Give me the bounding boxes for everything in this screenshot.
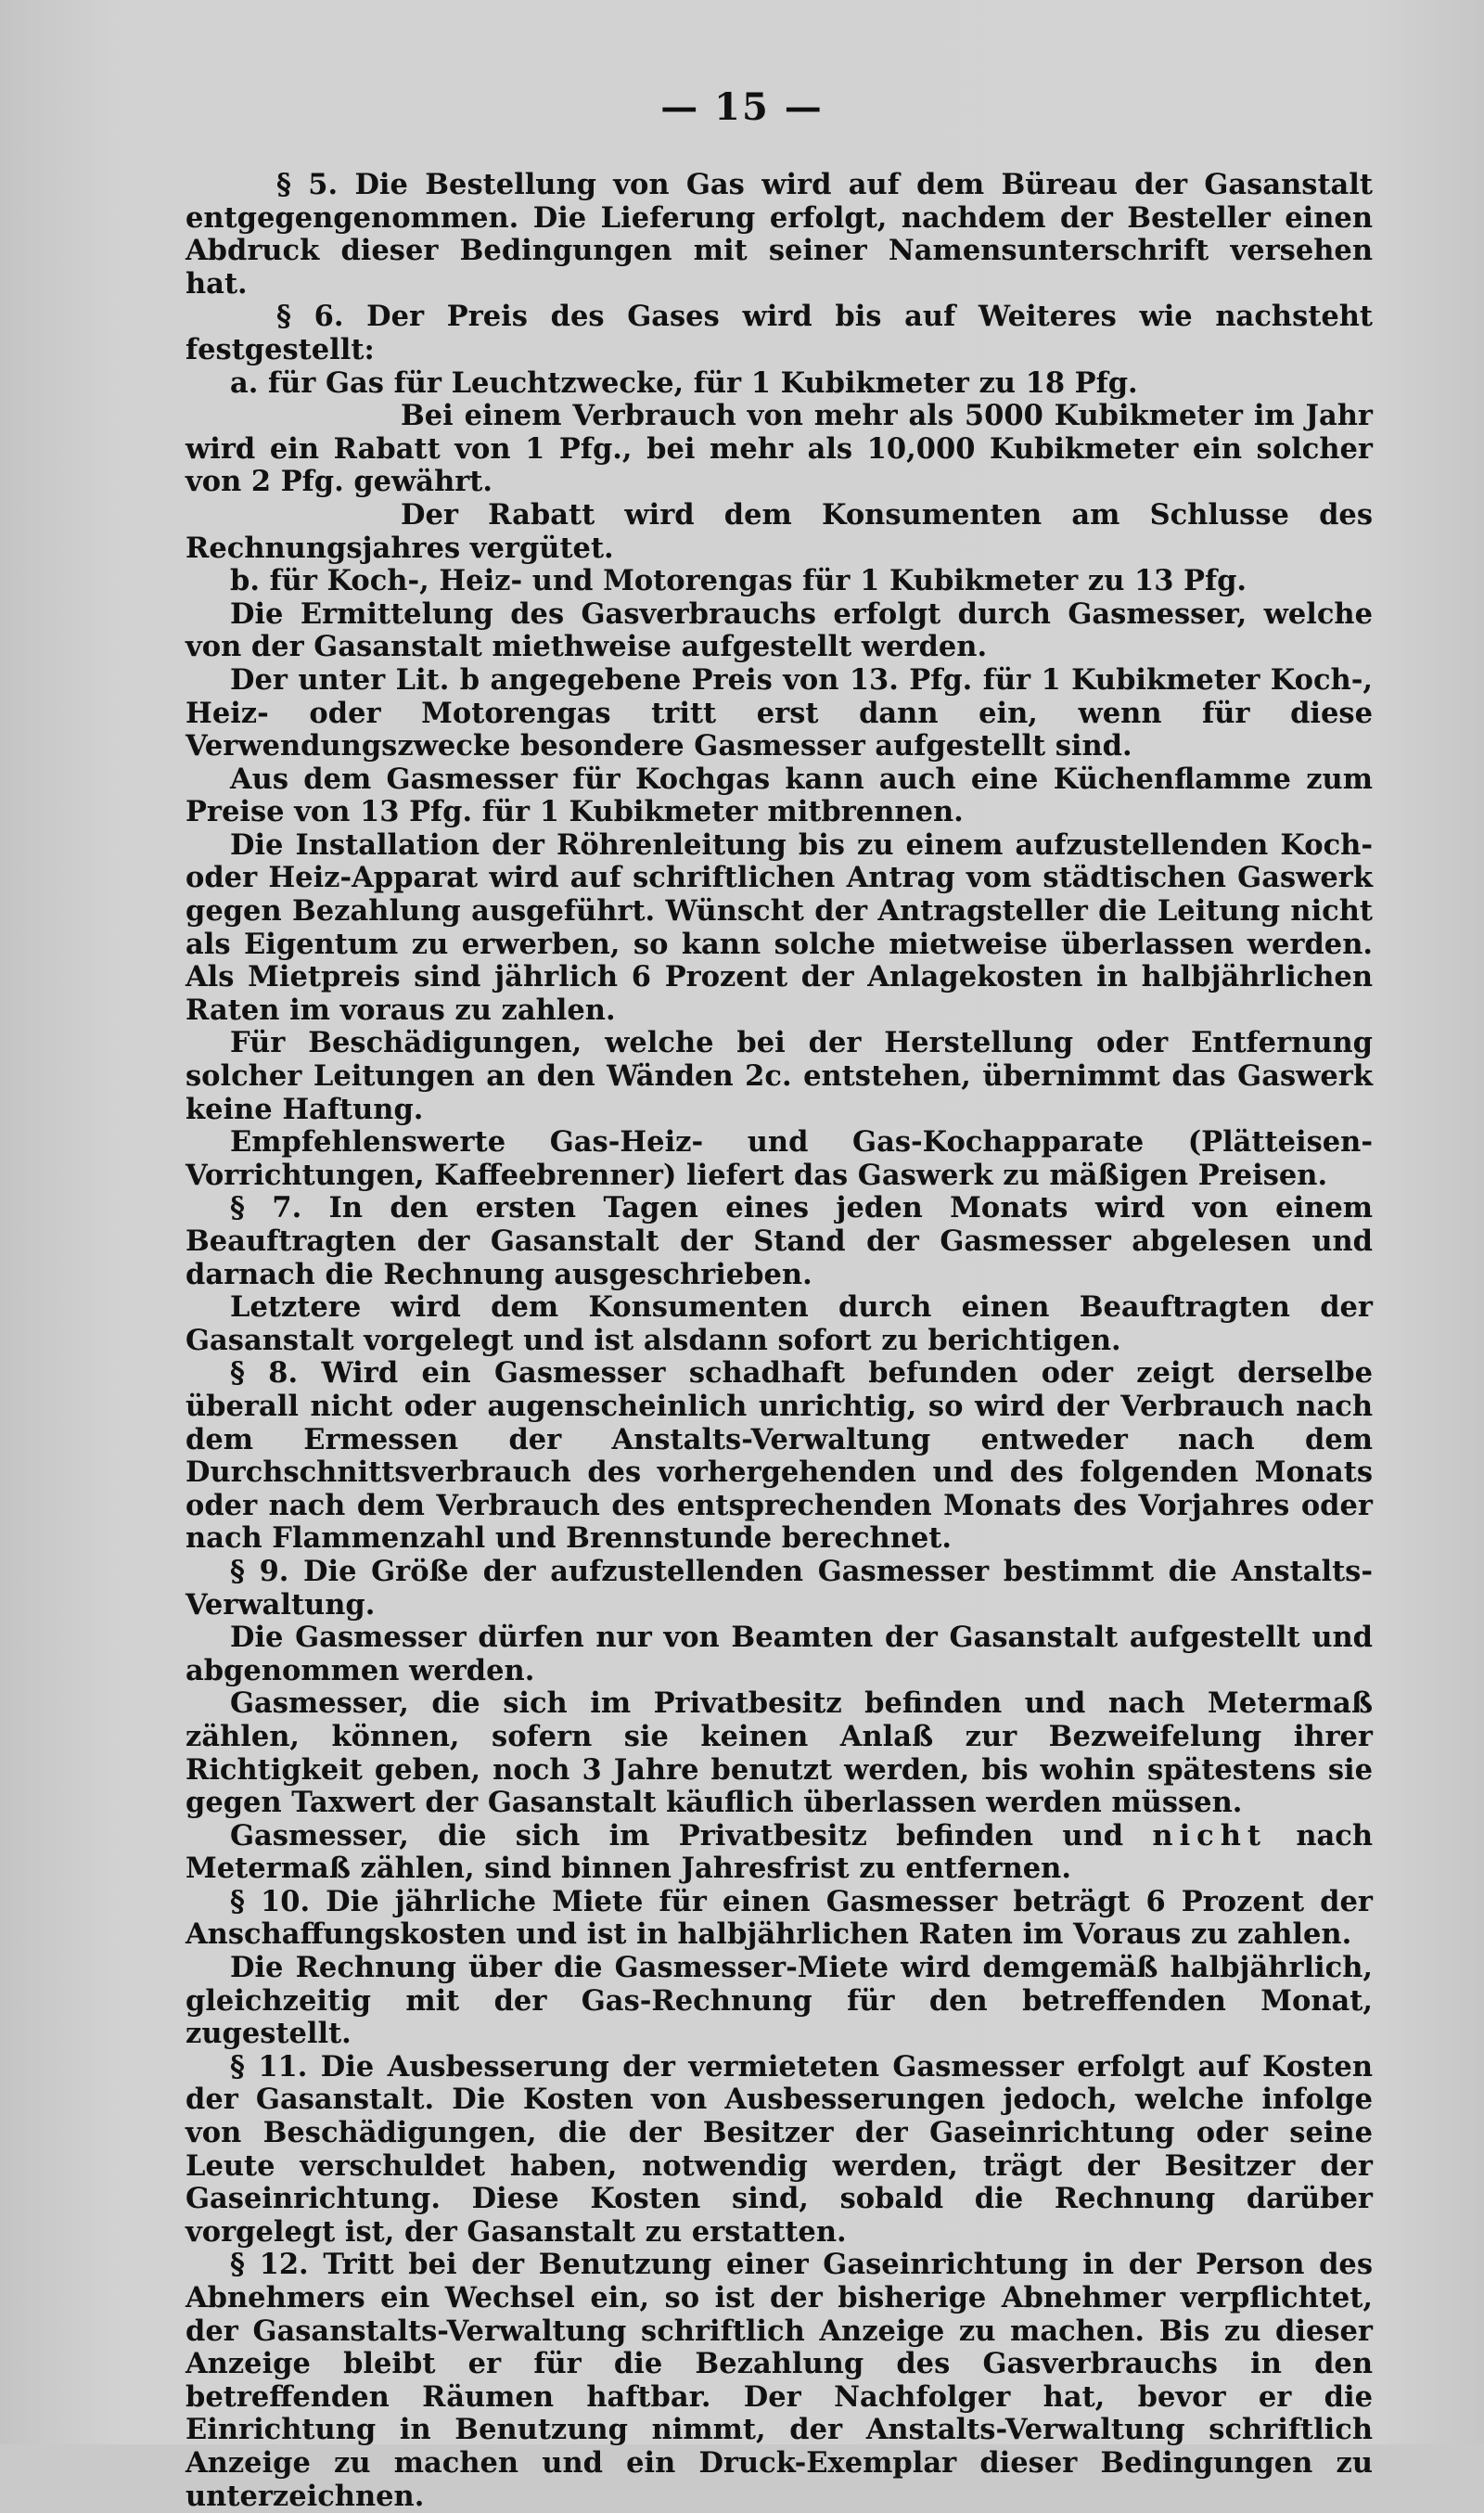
paragraph-section-10: § 10. Die jährliche Miete für einen Gasmesser beträgt 6 Prozent der Anschaffungskosten und ist in halbjährlichen Raten im Voraus zu zahlen. bbox=[186, 1884, 1373, 1952]
non-metric-text-end: nach Metermaß zählen, sind binnen Jahresfrist zu entfernen. bbox=[186, 1818, 1373, 1886]
paragraph-non-metric-meters bbox=[186, 1820, 1373, 1886]
paragraph-lit-b-price: Der unter Lit. b angegebene Preis von 13. Pfg. für 1 Kubikmeter Koch-, Heiz- oder Motorengas tritt erst dann ein, wenn für diese Verwendungszwecke besondere Gasmesser aufgestellt sind. bbox=[186, 662, 1373, 763]
paragraph-section-5: § 5. Die Bestellung von Gas wird auf dem Büreau der Gasanstalt entgegengenommen. Die Lieferung erfolgt, nachdem der Besteller einen Abdruck dieser Bedingungen mit seiner Namensunterschrift versehen hat. bbox=[186, 168, 1373, 301]
paragraph-section-7: § 7. In den ersten Tagen eines jeden Monats wird von einem Beauftragten der Gasanstalt der Stand der Gasmesser abgelesen und darnach die Rechnung ausgeschrieben. bbox=[186, 1191, 1373, 1291]
paragraph-section-11: § 11. Die Ausbesserung der vermieteten Gasmesser erfolgt auf Kosten der Gasanstalt. Die Kosten von Ausbesserungen jedoch, welche infolge von Beschädigungen, die der Besitzer der Gaseinrichtung oder seine Leute verschuldet haben, notwendig werden, trägt der Besitzer der Gaseinrichtung. Diese Kosten sind, sobald die Rechnung darüber vorgelegt ist, der Gasanstalt zu erstatten. bbox=[186, 2049, 1373, 2249]
page-number: — 15 — bbox=[660, 85, 824, 129]
body-text bbox=[186, 169, 1373, 2513]
paragraph-section-6: § 6. Der Preis des Gases wird bis auf Weiteres wie nachsteht festgestellt: bbox=[186, 300, 1373, 366]
paragraph-section-8: § 8. Wird ein Gasmesser schadhaft befunden oder zeigt derselbe überall nicht oder augenscheinlich unrichtig, so wird der Verbrauch nach dem Ermessen der Anstalts-Verwaltung entweder nach dem Durchschnittsverbrauch des vorhergehenden und des folgenden Monats oder nach dem Verbrauch des entsprechenden Monats des Vorjahres oder nach Flammenzahl und Brennstunde berechnet. bbox=[186, 1356, 1373, 1556]
paragraph-item-a: a. für Gas für Leuchtzwecke, für 1 Kubikmeter zu 18 Pfg. bbox=[230, 365, 1138, 400]
paragraph-kitchen-flame: Aus dem Gasmesser für Kochgas kann auch eine Küchenflamme zum Preise von 13 Pfg. für 1 Kubikmeter mitbrennen. bbox=[186, 762, 1373, 829]
emphasis-nicht: nicht bbox=[1152, 1818, 1267, 1853]
paragraph-rabatt-payment: Der Rabatt wird dem Konsumenten am Schlusse des Rechnungsjahres vergütet. bbox=[186, 497, 1373, 565]
paragraph-installation: Die Installation der Röhrenleitung bis zu einem aufzustellenden Koch- oder Heiz-Apparat wird auf schriftlichen Antrag vom städtischen Gaswerk gegen Bezahlung ausgeführt. Wünscht der Antragsteller die Leitung nicht als Eigentum zu erwerben, so kann solche mietweise überlassen werden. Als Mietpreis sind jährlich 6 Prozent der Anlagekosten in halbjährlichen Raten im voraus zu zahlen. bbox=[186, 827, 1373, 1027]
paragraph-private-meters: Gasmesser, die sich im Privatbesitz befinden und nach Metermaß zählen, können, sofern sie keinen Anlaß zur Bezweifelung ihrer Richtigkeit geben, noch 3 Jahre benutzt werden, bis wohin spätestens sie gegen Taxwert der Gasanstalt käuflich überlassen werden müssen. bbox=[186, 1686, 1373, 1820]
paragraph-rabatt-volume: Bei einem Verbrauch von mehr als 5000 Kubikmeter im Jahr wird ein Rabatt von 1 Pfg., bei mehr als 10,000 Kubikmeter ein solcher von 2 Pfg. gewährt. bbox=[186, 399, 1373, 499]
non-metric-text-start: Gasmesser, die sich im Privatbesitz befinden und bbox=[230, 1818, 1124, 1853]
paragraph-meter-rent-invoice: Die Rechnung über die Gasmesser-Miete wird demgemäß halbjährlich, gleichzeitig mit der Gas-Rechnung für den betreffenden Monat, zugestellt. bbox=[186, 1951, 1373, 2051]
paragraph-section-9: § 9. Die Größe der aufzustellenden Gasmesser bestimmt die Anstalts-Verwaltung. bbox=[186, 1554, 1373, 1622]
paragraph-installation-officials: Die Gasmesser dürfen nur von Beamten der Gasanstalt aufgestellt und abgenommen werden. bbox=[186, 1621, 1373, 1687]
paragraph-measurement: Die Ermittelung des Gasverbrauchs erfolgt durch Gasmesser, welche von der Gasanstalt miethweise aufgestellt werden. bbox=[186, 596, 1373, 664]
paragraph-damages: Für Beschädigungen, welche bei der Herstellung oder Entfernung solcher Leitungen an den Wänden 2c. entstehen, übernimmt das Gaswerk keine Haftung. bbox=[186, 1026, 1373, 1126]
paragraph-item-b: b. für Koch-, Heiz- und Motorengas für 1 Kubikmeter zu 13 Pfg. bbox=[230, 564, 1247, 598]
paragraph-appliances: Empfehlenswerte Gas-Heiz- und Gas-Kochapparate (Plätteisen-Vorrichtungen, Kaffeebrenner) liefert das Gaswerk zu mäßigen Preisen. bbox=[186, 1125, 1373, 1192]
paragraph-section-12: § 12. Tritt bei der Benutzung einer Gaseinrichtung in der Person des Abnehmers ein Wechsel ein, so ist der bisherige Abnehmer verpflichtet, der Gasanstalts-Verwaltung schriftlich Anzeige zu machen. Bis zu dieser Anzeige bleibt er für die Bezahlung des Gasverbrauchs in den betreffenden Räumen haftbar. Der Nachfolger hat, bevor er die Einrichtung in Benutzung nimmt, der Anstalts-Verwaltung schriftlich Anzeige zu machen und ein Druck-Exemplar dieser Bedingungen zu unterzeichnen. bbox=[186, 2248, 1373, 2513]
paragraph-invoice: Letztere wird dem Konsumenten durch einen Beauftragten der Gasanstalt vorgelegt und ist alsdann sofort zu berichtigen. bbox=[186, 1290, 1373, 1357]
